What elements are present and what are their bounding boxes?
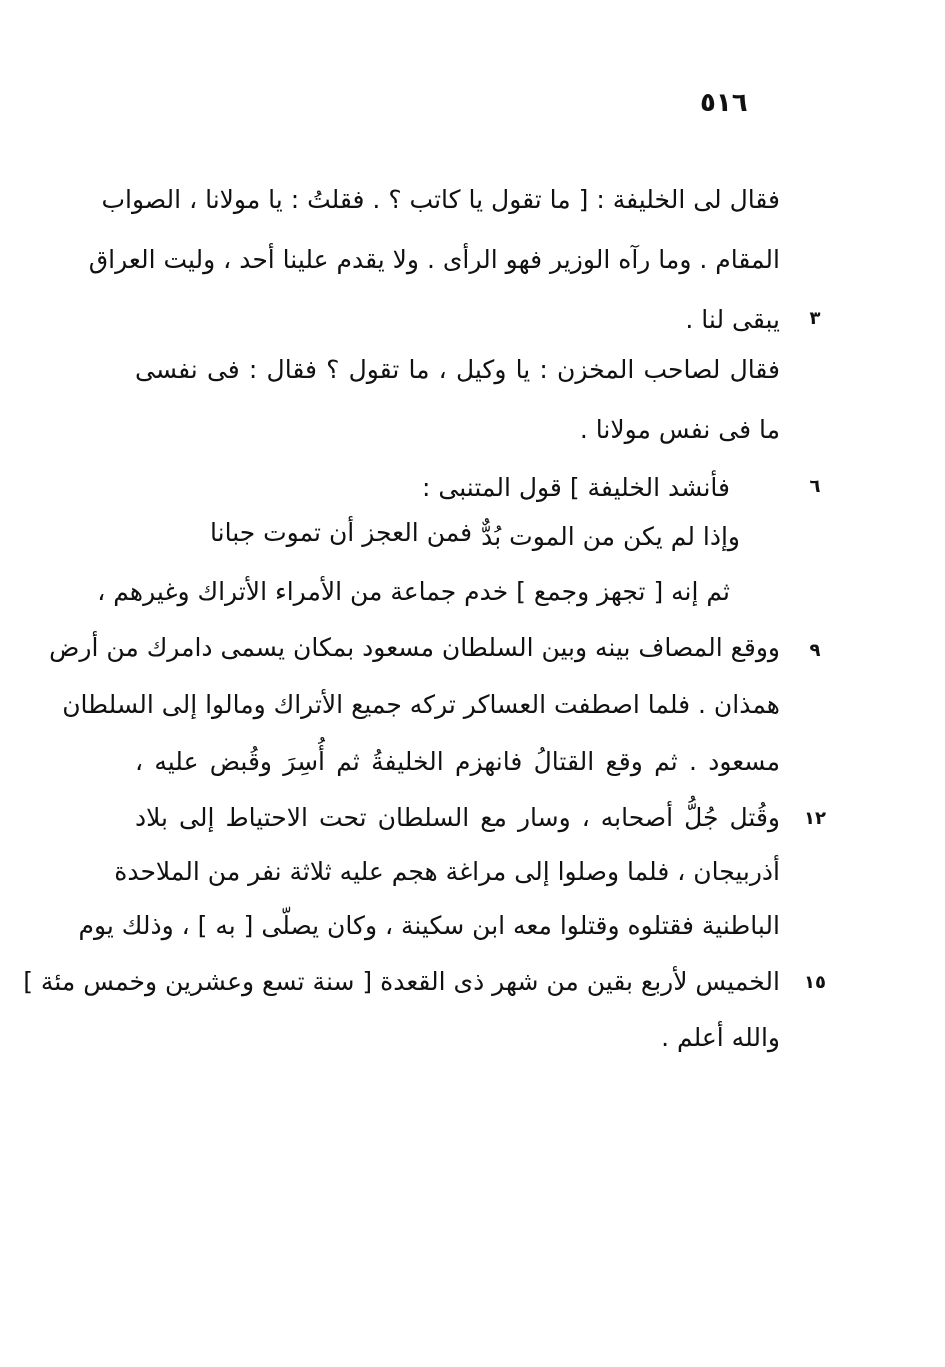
text-line-7: ثم إنه [ تجهز وجمع ] خدم جماعة من الأمراء الأتراك وغيرهم ، xyxy=(97,577,730,606)
text-line-3: يبقى لنا . xyxy=(685,305,780,334)
text-line-1: فقال لى الخليفة : [ ما تقول يا كاتب ؟ . فقلتُ : يا مولانا ، الصواب xyxy=(101,185,780,214)
text-line-6: فأنشد الخليفة ] قول المتنبى : xyxy=(422,473,730,502)
text-line-5: ما فى نفس مولانا . xyxy=(579,415,780,444)
text-line-13: الباطنية فقتلوه وقتلوا معه ابن سكينة ، وكان يصلّى [ به ] ، وذلك يوم xyxy=(78,911,780,940)
line-number-15: ١٥ xyxy=(804,972,826,993)
text-line-4: فقال لصاحب المخزن : يا وكيل ، ما تقول ؟ فقال : فى نفسى xyxy=(135,355,780,384)
text-line-12: أذربيجان ، فلما وصلوا إلى مراغة هجم عليه ثلاثة نفر من الملاحدة xyxy=(114,857,780,886)
line-number-3: ٣ xyxy=(809,308,821,329)
page-number: ٥١٦ xyxy=(700,88,748,118)
text-line-10: مسعود . ثم وقع القتالُ فانهزم الخليفةُ ثم أُسِرَ وقُبض عليه ، xyxy=(135,747,780,776)
text-line-2: المقام . وما رآه الوزير فهو الرأى . ولا يقدم علينا أحد ، وليت العراق xyxy=(88,245,780,274)
line-number-12: ١٢ xyxy=(804,808,826,829)
line-number-9: ٩ xyxy=(809,640,821,661)
text-line-8: ووقع المصاف بينه وبين السلطان مسعود بمكان يسمى دامرك من أرض xyxy=(49,633,780,662)
verse-first-hemistich: وإذا لم يكن من الموت بُدٌّ xyxy=(481,522,740,551)
line-number-6: ٦ xyxy=(809,476,821,497)
text-line-14: الخميس لأربع بقين من شهر ذى القعدة [ سنة تسع وعشرين وخمس مئة ] xyxy=(23,967,780,996)
text-line-9: همذان . فلما اصطفت العساكر تركه جميع الأتراك ومالوا إلى السلطان xyxy=(62,690,780,719)
text-line-11: وقُتل جُلُّ أصحابه ، وسار مع السلطان تحت الاحتياط إلى بلاد xyxy=(135,803,780,832)
text-line-15: والله أعلم . xyxy=(661,1023,780,1052)
verse-second-hemistich: فمن العجز أن تموت جبانا xyxy=(210,518,473,547)
